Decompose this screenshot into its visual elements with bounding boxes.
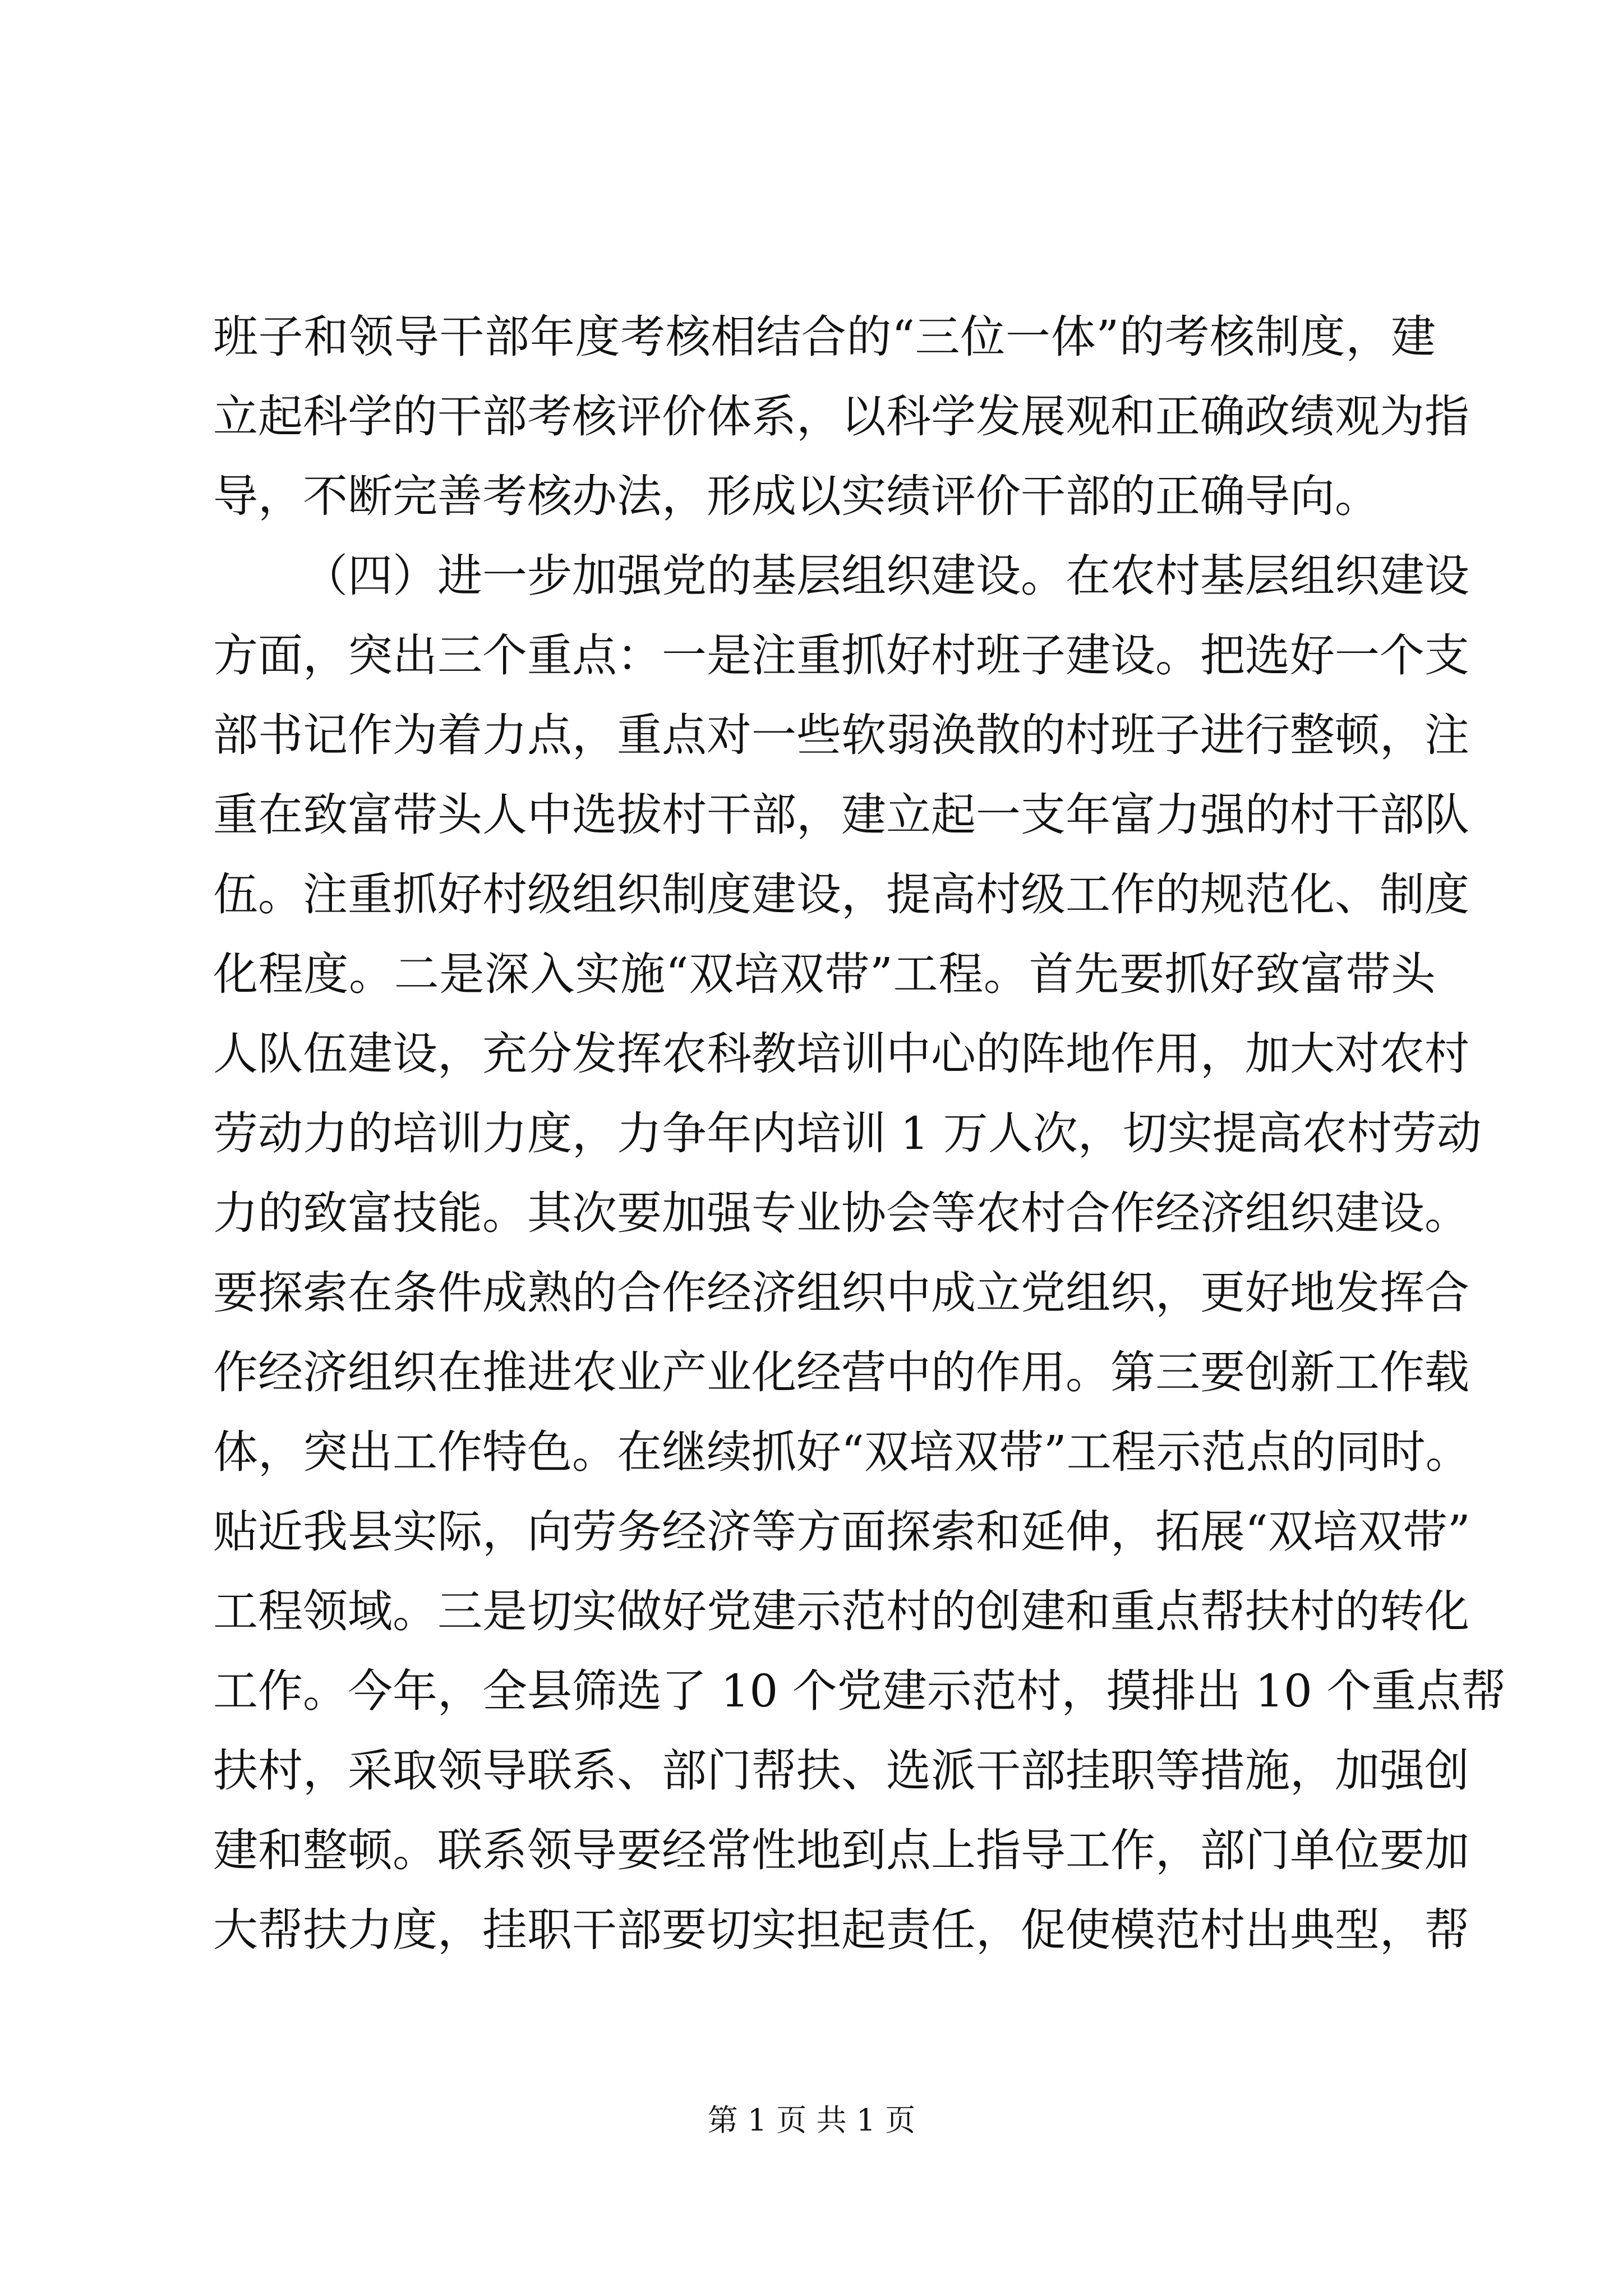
text-line: 体，突出工作特色。在继续抓好“双培双带”工程示范点的同时。 <box>213 1426 1470 1478</box>
text-line: 重在致富带头人中选拔村干部，建立起一支年富力强的村干部队 <box>213 789 1469 841</box>
text-line: 方面，突出三个重点：一是注重抓好村班子建设。把选好一个支 <box>213 629 1469 682</box>
text-line: 导，不断完善考核办法，形成以实绩评价干部的正确导向。 <box>213 470 1380 522</box>
body-text <box>213 297 1506 1970</box>
text-line: 工作。今年，全县筛选了 10 个党建示范村，摸排出 10 个重点帮 <box>213 1665 1506 1717</box>
text-line: 劳动力的培训力度，力争年内培训 1 万人次，切实提高农村劳动 <box>213 1107 1482 1159</box>
paragraph-heading-line: （四）进一步加强党的基层组织建设。在农村基层组织建设 <box>303 550 1469 602</box>
text-line: 贴近我县实际，向劳务经济等方面探索和延伸，拓展“双培双带” <box>213 1506 1470 1558</box>
text-line: 部书记作为着力点，重点对一些软弱涣散的村班子进行整顿，注 <box>213 709 1469 761</box>
text-line: 要探索在条件成熟的合作经济组织中成立党组织，更好地发挥合 <box>213 1267 1469 1319</box>
text-line: 大帮扶力度，挂职干部要切实担起责任，促使模范村出典型，帮 <box>213 1904 1469 1956</box>
text-line: 力的致富技能。其次要加强专业协会等农村合作经济组织建设。 <box>213 1187 1469 1239</box>
text-line: 工程领域。三是切实做好党建示范村的创建和重点帮扶村的转化 <box>213 1585 1469 1637</box>
text-line: 人队伍建设，充分发挥农科教培训中心的阵地作用，加大对农村 <box>213 1028 1469 1080</box>
text-line: 伍。注重抓好村级组织制度建设，提高村级工作的规范化、制度 <box>213 868 1469 921</box>
text-line: 建和整顿。联系领导要经常性地到点上指导工作，部门单位要加 <box>213 1824 1469 1876</box>
text-line: 扶村，采取领导联系、部门帮扶、选派干部挂职等措施，加强创 <box>213 1745 1469 1797</box>
text-line: 作经济组织在推进农业产业化经营中的作用。第三要创新工作载 <box>213 1346 1469 1398</box>
page-footer: 第 1 页 共 1 页 <box>707 2102 916 2138</box>
text-line: 化程度。二是深入实施“双培双带”工程。首先要抓好致富带头 <box>213 948 1436 1000</box>
text-line: 立起科学的干部考核评价体系，以科学发展观和正确政绩观为指 <box>213 390 1469 443</box>
text-line: 班子和领导干部年度考核相结合的“三位一体”的考核制度，建 <box>213 311 1436 363</box>
